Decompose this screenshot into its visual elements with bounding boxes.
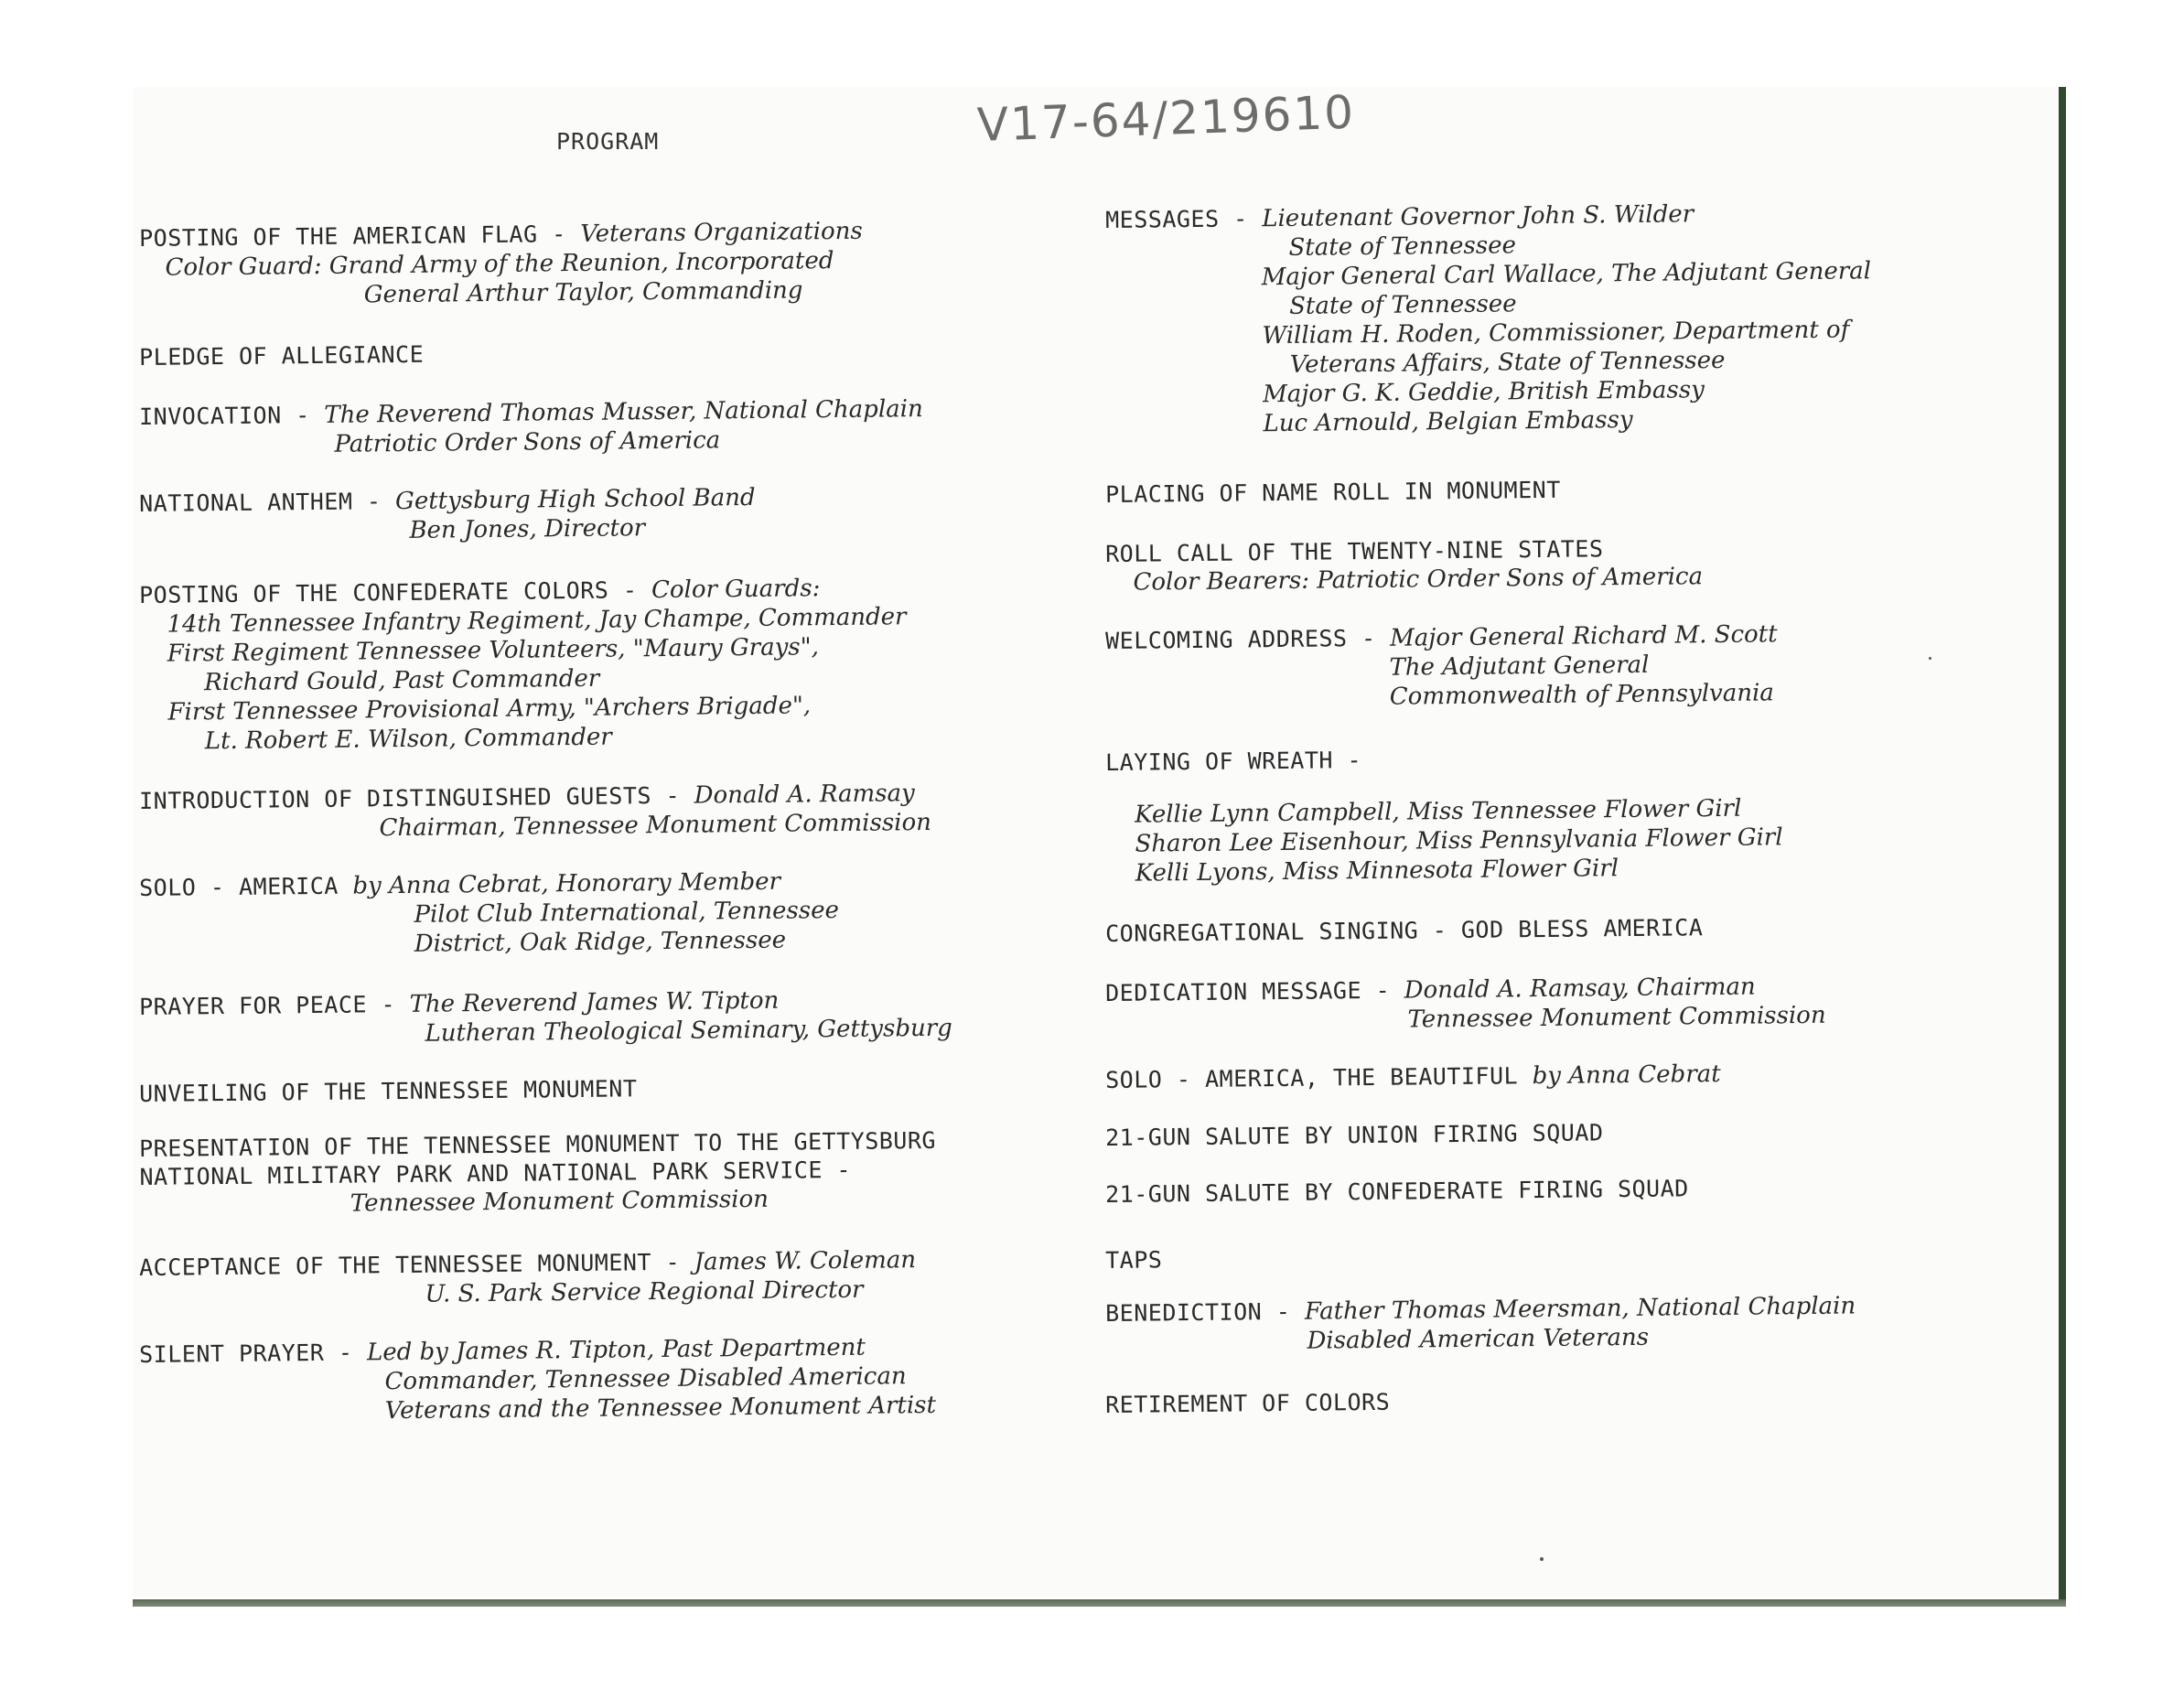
program-detail-text: Tennessee Monument Commission bbox=[1407, 1001, 1826, 1034]
program-heading-text: ROLL CALL OF THE TWENTY-NINE STATES bbox=[1105, 535, 1604, 567]
program-detail-text: Color Guard: Grand Army of the Reunion, Incorporated bbox=[165, 247, 834, 282]
program-entry bbox=[139, 217, 864, 312]
program-detail-text: Disabled American Veterans bbox=[1307, 1323, 1650, 1355]
program-entry bbox=[139, 394, 923, 461]
program-entry bbox=[1105, 793, 1783, 888]
program-detail-text: Veterans Organizations bbox=[580, 217, 863, 248]
program-entry bbox=[139, 340, 424, 371]
program-entry bbox=[1105, 746, 1361, 777]
program-entry bbox=[139, 866, 839, 962]
program-detail-text: 14th Tennessee Infantry Regiment, Jay Champe, Commander bbox=[167, 603, 907, 639]
program-detail-text: Kelli Lyons, Miss Minnesota Flower Girl bbox=[1135, 855, 1619, 888]
program-line bbox=[1105, 562, 1703, 597]
program-detail-text: Veterans and the Tennessee Monument Artist bbox=[384, 1391, 937, 1425]
program-detail-text: First Tennessee Provisional Army, "Archers Brigade", bbox=[167, 692, 812, 726]
program-entry bbox=[139, 1245, 917, 1312]
program-entry bbox=[139, 1332, 936, 1428]
program-heading-text: WELCOMING ADDRESS - bbox=[1105, 624, 1391, 654]
program-detail-text: Gettysburg High School Band bbox=[394, 483, 756, 516]
page-edge-bottom bbox=[133, 1599, 2066, 1607]
program-heading-text: UNVEILING OF THE TENNESSEE MONUMENT bbox=[139, 1075, 638, 1107]
program-detail-text: Luc Arnould, Belgian Embassy bbox=[1263, 405, 1633, 438]
program-entry bbox=[1105, 619, 1778, 715]
program-line bbox=[1105, 476, 1561, 509]
program-detail-text: The Reverend Thomas Musser, National Chaplain bbox=[324, 395, 923, 429]
program-detail-text: Richard Gould, Past Commander bbox=[204, 664, 600, 697]
program-line bbox=[1105, 1118, 1604, 1152]
program-heading-text: MESSAGES - bbox=[1105, 205, 1263, 233]
page-title: PROGRAM bbox=[556, 128, 660, 155]
program-heading-text: NATIONAL MILITARY PARK AND NATIONAL PARK SERVICE - bbox=[139, 1156, 852, 1190]
program-entry bbox=[1105, 1388, 1390, 1419]
program-heading-text: LAYING OF WREATH - bbox=[1105, 747, 1362, 776]
program-detail-text: Lieutenant Governor John S. Wilder bbox=[1262, 200, 1694, 233]
speck bbox=[1540, 1557, 1544, 1561]
program-entry bbox=[1105, 1245, 1163, 1275]
program-detail-text: Sharon Lee Eisenhour, Miss Pennsylvania Flower Girl bbox=[1135, 823, 1783, 858]
program-heading-text: INTRODUCTION OF DISTINGUISHED GUESTS - bbox=[139, 781, 694, 814]
program-entry bbox=[139, 1126, 937, 1221]
program-heading-text: 21-GUN SALUTE BY CONFEDERATE FIRING SQUAD bbox=[1105, 1175, 1689, 1208]
program-heading-text: TAPS bbox=[1105, 1246, 1163, 1274]
program-heading-text: ACCEPTANCE OF THE TENNESSEE MONUMENT - bbox=[139, 1248, 694, 1281]
program-heading-text: NATIONAL ANTHEM - bbox=[139, 488, 396, 517]
program-heading-text: SOLO - AMERICA, THE BEAUTIFUL bbox=[1105, 1062, 1533, 1093]
program-detail-text: Major General Carl Wallace, The Adjutant General bbox=[1261, 257, 1872, 292]
program-heading-text: INVOCATION - bbox=[139, 401, 325, 430]
program-entry bbox=[139, 573, 908, 757]
program-entry bbox=[139, 779, 931, 845]
program-line bbox=[1105, 746, 1361, 777]
speck bbox=[1929, 657, 1931, 660]
program-detail-text: Commonwealth of Pennsylvania bbox=[1389, 679, 1774, 711]
program-detail-text: First Regiment Tennessee Volunteers, "Maury Grays", bbox=[167, 633, 820, 668]
program-entry bbox=[1105, 1118, 1604, 1152]
program-detail-text: Kellie Lynn Campbell, Miss Tennessee Flower Girl bbox=[1135, 794, 1742, 829]
program-heading-text: POSTING OF THE CONFEDERATE COLORS - bbox=[139, 576, 652, 608]
program-detail-text: District, Oak Ridge, Tennessee bbox=[414, 926, 787, 958]
program-entry bbox=[1105, 198, 1873, 440]
program-detail-text: Color Guards: bbox=[651, 575, 821, 605]
program-entry bbox=[139, 984, 952, 1051]
program-detail-text: Veterans Affairs, State of Tennessee bbox=[1289, 346, 1726, 379]
program-detail-text: The Reverend James W. Tipton bbox=[409, 986, 780, 1018]
program-entry bbox=[1105, 533, 1703, 597]
program-detail-text: Commander, Tennessee Disabled American bbox=[384, 1362, 907, 1396]
program-line bbox=[1105, 1245, 1163, 1275]
program-detail-text: James W. Coleman bbox=[694, 1246, 917, 1276]
program-detail-text: Lutheran Theological Seminary, Gettysburg bbox=[425, 1014, 953, 1048]
program-detail-text: Patriotic Order Sons of America bbox=[334, 426, 721, 458]
program-heading-text: BENEDICTION - bbox=[1105, 1297, 1306, 1327]
program-entry bbox=[139, 1074, 638, 1108]
program-line bbox=[139, 1074, 638, 1108]
program-heading-text: RETIREMENT OF COLORS bbox=[1105, 1388, 1391, 1418]
program-detail-text: Pilot Club International, Tennessee bbox=[414, 896, 840, 929]
program-detail-text: Donald A. Ramsay bbox=[694, 780, 915, 810]
program-heading-text: DEDICATION MESSAGE - bbox=[1105, 976, 1404, 1006]
program-detail-text: Chairman, Tennessee Monument Commission bbox=[379, 808, 932, 843]
program-detail-text: State of Tennessee bbox=[1288, 231, 1517, 262]
program-detail-text: by Anna Cebrat, Honorary Member bbox=[352, 867, 781, 900]
program-line bbox=[1105, 1388, 1390, 1419]
program-detail-text: Tennessee Monument Commission bbox=[350, 1185, 769, 1218]
program-heading-text: PLEDGE OF ALLEGIANCE bbox=[139, 340, 425, 371]
program-detail-text: Major General Richard M. Scott bbox=[1390, 620, 1778, 652]
program-detail-text: State of Tennessee bbox=[1289, 290, 1517, 320]
program-heading-text: CONGREGATIONAL SINGING - GOD BLESS AMERICA bbox=[1105, 914, 1704, 947]
program-heading-text: POSTING OF THE AMERICAN FLAG - bbox=[139, 220, 581, 252]
program-heading-text: SILENT PRAYER - bbox=[139, 1339, 368, 1368]
program-heading-text: SOLO - AMERICA bbox=[139, 872, 353, 901]
program-detail-text: The Adjutant General bbox=[1389, 651, 1650, 682]
handwritten-catalog-number: V17-64/219610 bbox=[975, 85, 1356, 152]
program-entry bbox=[139, 483, 756, 548]
program-detail-text: Ben Jones, Director bbox=[409, 514, 646, 544]
program-detail-text: Color Bearers: Patriotic Order Sons of America bbox=[1133, 563, 1704, 597]
program-detail-text: by Anna Cebrat bbox=[1532, 1060, 1721, 1091]
program-entry bbox=[1105, 972, 1826, 1038]
program-line bbox=[139, 340, 424, 371]
program-detail-text: Major G. K. Geddie, British Embassy bbox=[1263, 376, 1705, 409]
program-detail-text: Led by James R. Tipton, Past Department bbox=[366, 1333, 866, 1367]
program-detail-text: William H. Roden, Commissioner, Department of bbox=[1262, 316, 1850, 350]
program-heading-text: PRESENTATION OF THE TENNESSEE MONUMENT TO THE GETTYSBURG bbox=[139, 1126, 937, 1162]
program-heading-text: PLACING OF NAME ROLL IN MONUMENT bbox=[1105, 476, 1561, 508]
program-heading-text: PRAYER FOR PEACE - bbox=[139, 990, 410, 1020]
page-edge-right bbox=[2059, 87, 2066, 1606]
program-heading-text: 21-GUN SALUTE BY UNION FIRING SQUAD bbox=[1105, 1119, 1604, 1151]
program-detail-text: Father Thomas Meersman, National Chaplain bbox=[1304, 1292, 1856, 1326]
program-detail-text: Lt. Robert E. Wilson, Commander bbox=[204, 723, 612, 756]
program-entry bbox=[1105, 1291, 1856, 1358]
program-detail-text: Donald A. Ramsay, Chairman bbox=[1404, 973, 1756, 1005]
program-detail-text: General Arthur Taylor, Commanding bbox=[363, 276, 803, 309]
program-detail-text: U. S. Park Service Regional Director bbox=[425, 1275, 864, 1308]
program-entry bbox=[1105, 476, 1561, 509]
